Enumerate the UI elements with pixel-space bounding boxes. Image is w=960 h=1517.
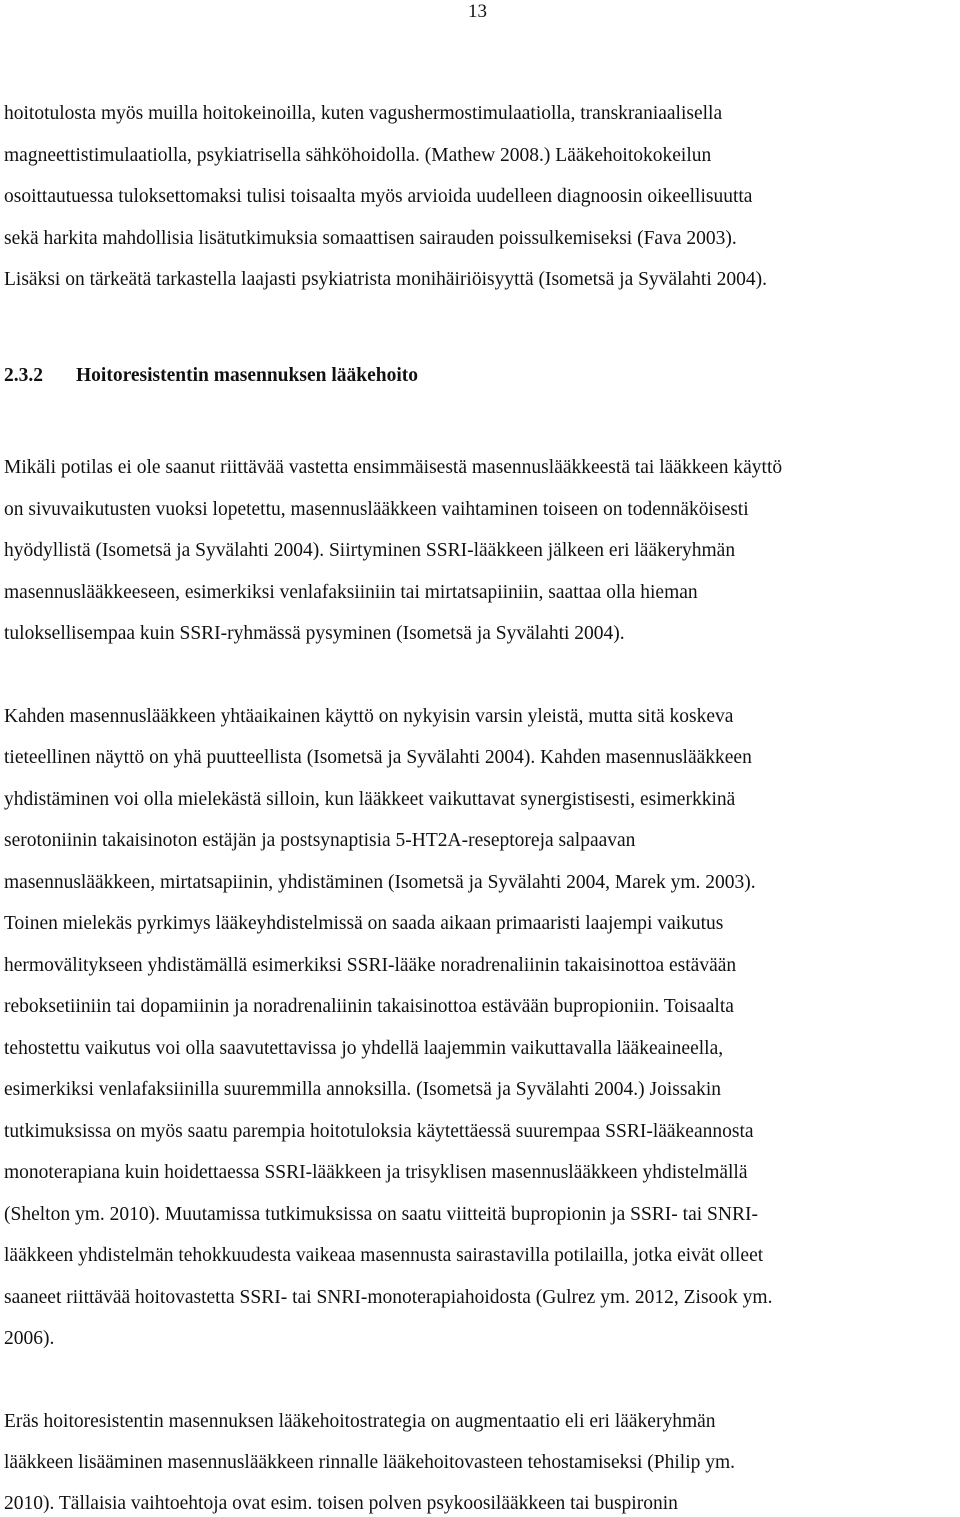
paragraph1-line-4: masennuslääkkeeseen, esimerkiksi venlafaksiiniin tai mirtatsapiiniin, saattaa olla hieman: [4, 582, 698, 603]
paragraph2-line-12: monoterapiana kuin hoidettaessa SSRI-lääkkeen ja trisyklisen masennuslääkkeen yhdistelmällä: [4, 1162, 748, 1183]
paragraph2-line-9: tehostettu vaikutus voi olla saavutettavissa jo yhdellä laajemmin vaikuttavalla lääkeaineella,: [4, 1038, 724, 1059]
paragraph1-line-2: on sivuvaikutusten vuoksi lopetettu, masennuslääkkeen vaihtaminen toiseen on todennäköisesti: [4, 499, 749, 520]
paragraph1-line-3: hyödyllistä (Isometsä ja Syvälahti 2004). Siirtyminen SSRI-lääkkeen jälkeen eri lääkeryhmän: [4, 540, 736, 561]
intro-line-5: Lisäksi on tärkeätä tarkastella laajasti psykiatrista monihäiriöisyyttä (Isometsä ja Syvälahti 2004).: [4, 269, 768, 290]
paragraph2-line-13: (Shelton ym. 2010). Muutamissa tutkimuksissa on saatu viitteitä bupropionin ja SSRI- tai SNRI-: [4, 1204, 758, 1225]
paragraph2-line-3: yhdistäminen voi olla mielekästä silloin, kun lääkkeet vaikuttavat synergistisesti, esimerkkinä: [4, 789, 736, 810]
paragraph2-line-6: Toinen mielekäs pyrkimys lääkeyhdistelmissä on saada aikaan primaaristi laajempi vaikutus: [4, 913, 724, 934]
paragraph2-line-4: serotoniinin takaisinoton estäjän ja postsynaptisia 5-HT2A-reseptoreja salpaavan: [4, 830, 636, 851]
paragraph2-line-11: tutkimuksissa on myös saatu parempia hoitotuloksia käytettäessä suurempaa SSRI-lääkeannosta: [4, 1121, 754, 1142]
intro-line-2: magneettistimulaatiolla, psykiatrisella sähköhoidolla. (Mathew 2008.) Lääkehoitokokeilun: [4, 145, 712, 166]
paragraph2-line-1: Kahden masennuslääkkeen yhtäaikainen käyttö on nykyisin varsin yleistä, mutta sitä koskeva: [4, 706, 734, 727]
intro-line-3: osoittautuessa tuloksettomaksi tulisi toisaalta myös arvioida uudelleen diagnoosin oikeellisuutta: [4, 186, 753, 207]
paragraph2-line-10: esimerkiksi venlafaksiinilla suuremmilla annoksilla. (Isometsä ja Syvälahti 2004.) Joissakin: [4, 1079, 722, 1100]
intro-line-1: hoitotulosta myös muilla hoitokeinoilla, kuten vagushermostimulaatiolla, transkraniaalisella: [4, 103, 723, 124]
paragraph2-line-8: reboksetiiniin tai dopamiinin ja noradrenaliinin takaisinottoa estävään bupropioniin. Toisaalta: [4, 996, 734, 1017]
section-title: Hoitoresistentin masennuksen lääkehoito: [76, 365, 419, 386]
paragraph2-line-16: 2006).: [4, 1328, 55, 1349]
paragraph1-line-5: tuloksellisempaa kuin SSRI-ryhmässä pysyminen (Isometsä ja Syvälahti 2004).: [4, 623, 625, 644]
paragraph3-line-3: 2010). Tällaisia vaihtoehtoja ovat esim. toisen polven psykoosilääkkeen tai buspironin: [4, 1493, 678, 1514]
paragraph2-line-2: tieteellinen näyttö on yhä puutteellista (Isometsä ja Syvälahti 2004). Kahden masennuslääkkeen: [4, 747, 752, 768]
paragraph2-line-15: saaneet riittävää hoitovastetta SSRI- tai SNRI-monoterapiahoidosta (Gulrez ym. 2012, Zisook ym.: [4, 1287, 773, 1308]
paragraph2-line-7: hermovälitykseen yhdistämällä esimerkiksi SSRI-lääke noradrenaliinin takaisinottoa estävään: [4, 955, 737, 976]
page-number: 13: [468, 1, 487, 22]
paragraph2-line-14: lääkkeen yhdistelmän tehokkuudesta vaikeaa masennusta sairastavilla potilailla, jotka eivät olleet: [4, 1245, 764, 1266]
section-number: 2.3.2: [4, 365, 43, 386]
paragraph3-line-2: lääkkeen lisääminen masennuslääkkeen rinnalle lääkehoitovasteen tehostamiseksi (Philip ym.: [4, 1452, 736, 1473]
paragraph1-line-1: Mikäli potilas ei ole saanut riittävää vastetta ensimmäisestä masennuslääkkeestä tai lääkkeen käyttö: [4, 457, 783, 478]
section-heading: [4, 364, 418, 388]
paragraph2-line-5: masennuslääkkeen, mirtatsapiinin, yhdistäminen (Isometsä ja Syvälahti 2004, Marek ym. 2003).: [4, 872, 756, 893]
paragraph3-line-1: Eräs hoitoresistentin masennuksen lääkehoitostrategia on augmentaatio eli eri lääkeryhmän: [4, 1411, 716, 1432]
intro-line-4: sekä harkita mahdollisia lisätutkimuksia somaattisen sairauden poissulkemiseksi (Fava 2003).: [4, 228, 737, 249]
